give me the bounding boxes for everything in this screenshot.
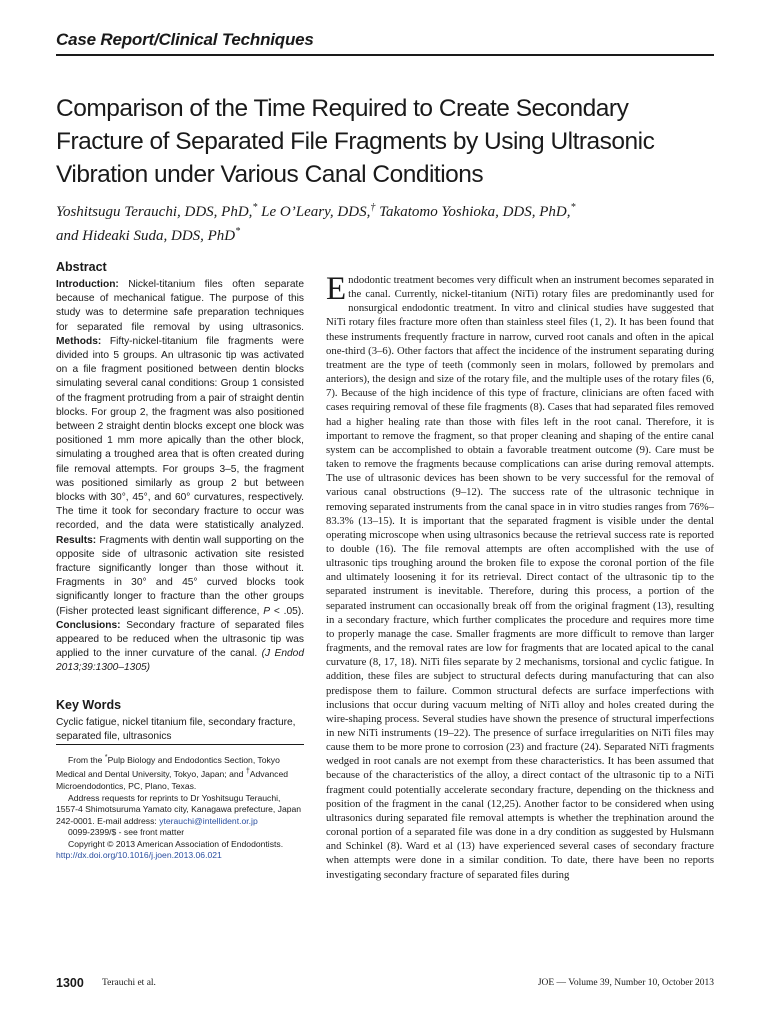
keywords-heading: Key Words [56, 697, 122, 712]
header-rule [56, 54, 714, 56]
p-value-text: < .05). [270, 605, 304, 617]
abstract-conclusions: Secondary fracture of separated files appeared to be reduced when the ultrasonic tip was applied to the inner curvature of the canal. [56, 619, 304, 660]
affiliation-mark: † [245, 767, 250, 776]
abstract-citation: (J Endod 2013;39:1300–1305) [56, 648, 305, 674]
affiliation-mark: * [570, 202, 576, 213]
footnote-address [56, 793, 304, 828]
running-journal: JOE — Volume 39, Number 10, October 2013 [537, 978, 714, 988]
affiliation-mark: † [370, 202, 376, 213]
left-column [56, 260, 304, 744]
section-tag: Case Report/Clinical Techniques [56, 30, 314, 49]
footnote-text: Address requests for reprints to Dr Yoshitsugu Terauchi, 1557-4 Shimotsuruma Yamato city, Kanagawa prefecture, Japan 242-0001. E-mail address: [56, 792, 302, 826]
footnote-issn: 0099-2399/$ - see front matter [68, 827, 185, 838]
footnote-copyright: Copyright © 2013 American Association of Endodontists. [68, 838, 284, 849]
abstract-label-introduction: Introduction: [56, 279, 119, 290]
email-link[interactable]: yterauchi@intellident.or.jp [159, 815, 258, 826]
affiliation-footnote [56, 752, 304, 862]
abstract-results: Fragments with dentin wall supporting on the opposite side of ultrasonic activation site resisted fracture significantly longer than those without it. Fragments in 30° and 45° curved blocks took significantly longer to fracture than the other groups (Fisher protected least significant difference, [56, 534, 304, 617]
abstract-label-results: Results: [56, 534, 97, 546]
abstract-heading: Abstract [56, 260, 107, 274]
doi-link[interactable]: http://dx.doi.org/10.1016/j.joen.2013.06.021 [56, 850, 222, 861]
abstract-body [56, 278, 304, 676]
footnote-divider [56, 744, 304, 745]
author-name: and Hideaki Suda, DDS, PhD [56, 228, 236, 244]
body-text [326, 273, 714, 882]
footnote-text: Advanced Microendodontics, PC, Plano, Texas. [56, 769, 289, 791]
page-number: 1300 [56, 976, 84, 990]
affiliation-mark: * [104, 753, 108, 761]
abstract-introduction: Nickel-titanium files often separate because of mechanical fatigue. The purpose of this study was to determine safe preparation techniques for separated file removal by using ultrasonics. [56, 279, 304, 333]
p-value-label: P [263, 605, 271, 617]
page-footer [56, 976, 714, 996]
affiliation-mark: * [235, 226, 241, 237]
drop-cap: E [326, 271, 347, 307]
running-author: Terauchi et al. [102, 978, 156, 988]
author-name: Takatomo Yoshioka, DDS, PhD, [375, 204, 571, 220]
footnote-text: From the [68, 754, 105, 765]
article-title: Comparison of the Time Required to Create Secondary Fracture of Separated File Fragments by Using Ultrasonic Vibration under Various Canal Conditions [56, 95, 655, 188]
footnote-affiliations [56, 752, 304, 793]
footnote-text: Pulp Biology and Endodontics Section, Tokyo Medical and Dental University, Tokyo, Japan; and [56, 754, 280, 780]
affiliation-mark: * [252, 202, 258, 213]
intro-paragraph [326, 273, 714, 882]
author-list [56, 198, 696, 246]
keywords-text: Cyclic fatigue, nickel titanium file, secondary fracture, separated file, ultrasonics [56, 716, 296, 742]
abstract-methods: Fifty-nickel-titanium file fragments were divided into 5 groups. An ultrasonic tip was activated on a file fragment positioned between dentin blocks simulating several canal conditions: Group 1 consisted of the fragment protruding from a pair of straight dentin blocks. For group 2, the fragment was also positioned between 2 straight dentin blocks except one block was positioned 1 mm more apically than the other block, simulating a troughed area that is often created during file removal attempts. For groups 3–5, the fragment was positioned similarly as group 2 but between blocks with 30°, 45°, and 60° curvatures, respectively. The time it took for secondary fracture to occur was recorded, and the data were statistically analyzed. [56, 335, 304, 532]
intro-paragraph-text: ndodontic treatment becomes very difficult when an instrument becomes separated in the canal. Currently, nickel-titanium (NiTi) rotary files are predominantly used for nonsurgical endodontic treatment. In vitro and clinical studies have suggested that NiTi rotary files fracture more often than stainless steel files (1, 2). It has been found that these instruments frequently fracture in narrow, curved root canals and often in the apical one-third (3–6). Other factors that affect the incidence of the instrument separating during treatment are the type of teeth (commonly seen in molars, followed by premolars and anteriors), the design and size of the rotary file, and the multiple uses of the rotary files (6, 7). Because of the high incidence of this type of fracture, clinicians are often faced with cases requiring removal of these file fragments (8). Cases that had separated files removed had a higher healing rate than those with files left in the root canal. Therefore, it is important to remove the fragment, so that proper cleaning and shaping of the entire canal system can be accomplished to obtain a favorable treatment outcome (9). Care must be taken to remove the fragments because complications can arise during removal attempts. The use of ultrasonic devices has been shown to be very successful for the removal of various canal obstructions (9–12). The success rate of the ultrasonic technique in removing separated instruments from the canal space in in vitro studies ranges from 76%–83.3% (13–15). It is important that the separated fragment is visible under the dental operating microscope when using ultrasonics because the retrieval success rate is reported to double (16). The file removal attempts are often accomplished with the use of ultrasonic tips troughing around the broken file to expose the coronal portion of the file and ultimately loosening it for its retrieval. Direct contact of the ultrasonic tip to the separated instrument is inevitable. Therefore, during this process, a portion of the separated instrument can occasionally break off from the original fragment (13), resulting in a secondary fracture, which further complicates the procedure and requires more time to properly manage the case. Smaller fragments are more difficult to remove than larger fragments, and the removal rates are low for fragments that are located apical to the canal curvature (8, 17, 18). NiTi files separate by 2 mechanisms, torsional and cyclic fatigue. In addition, these files are subject to structural defects during manufacturing that can also predispose them to failure. Common structural defects are surface imperfections with inclusions that occur during vacuum melting of NiTi alloy and holes created during the wire-shaping process. Several studies have shown the presence of structural imperfections in new NiTi instruments (19–22). The presence of surface irregularities on NiTi files may cause them to be more prone to corrosion (23) and fracture (24). Separated NiTi fragments wedged in root canals are not exempt from these characteristics. It has been assumed that because of the characteristics of the alloy, a direct contact of the ultrasonic tip to a NiTi fragment could potentially accelerate secondary fracture, depending on the thickness and position of the fragment in the canal (12,25). Another factor to be considered when using ultrasonics during separated file removal attempts is whether the trephination around the coronal portion of a separated file was done in a dry condition as suggested by Hulsmann and Schinkel (8). Ward et al (13) have experienced several cases of secondary fracture when attempts were done in a similar condition. To date, there have been no reports investigating secondary fracture of separated files during [326, 274, 714, 881]
author-name: Yoshitsugu Terauchi, DDS, PhD, [56, 204, 253, 220]
abstract-label-methods: Methods: [56, 335, 102, 347]
abstract-label-conclusions: Conclusions: [56, 619, 121, 631]
author-name: Le O’Leary, DDS, [257, 204, 371, 220]
